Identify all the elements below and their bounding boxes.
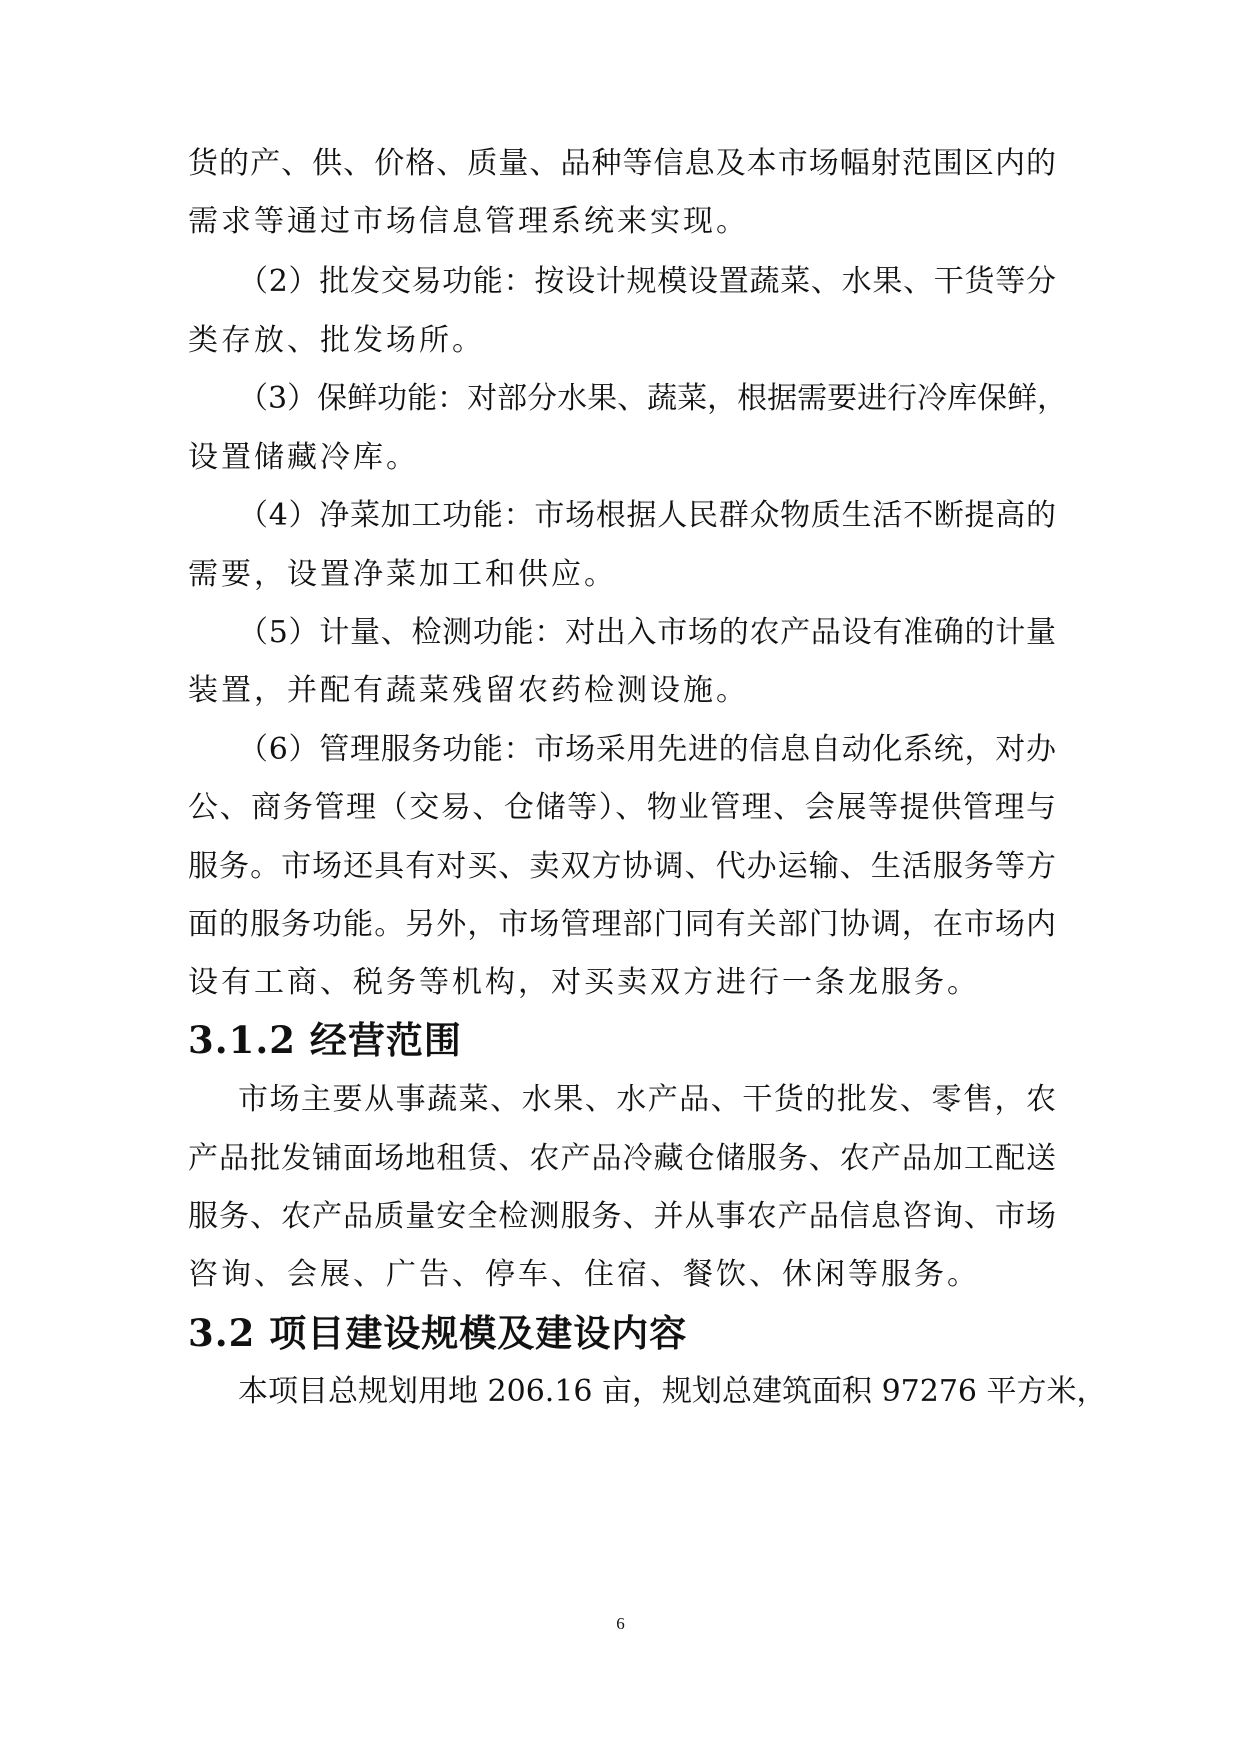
list-item-4-line: （4）净菜加工功能：市场根据人民群众物质生活不断提高的 xyxy=(238,498,1056,533)
body-text-line: 产品批发铺面场地租赁、农产品冷藏仓储服务、农产品加工配送 xyxy=(188,1141,1056,1176)
body-text-line: 类存放、批发场所。 xyxy=(188,323,485,358)
section-heading-3-2: 3.2 项目建设规模及建设内容 xyxy=(188,1311,688,1355)
list-item-5-line: （5）计量、检测功能：对出入市场的农产品设有准确的计量 xyxy=(238,615,1056,650)
body-text-line: 咨询、会展、广告、停车、住宿、餐饮、休闲等服务。 xyxy=(188,1257,980,1292)
page-number: 6 xyxy=(616,1614,625,1633)
body-text-line: 需求等通过市场信息管理系统来实现。 xyxy=(188,204,749,239)
body-text-line: 设有工商、税务等机构，对买卖双方进行一条龙服务。 xyxy=(188,965,980,1000)
body-text-line: 公、商务管理（交易、仓储等）、物业管理、会展等提供管理与 xyxy=(188,790,1056,825)
body-text-line: 设置储藏冷库。 xyxy=(188,440,419,475)
list-item-6-line: （6）管理服务功能：市场采用先进的信息自动化系统，对办 xyxy=(238,732,1056,767)
body-text-line: 服务。市场还具有对买、卖双方协调、代办运输、生活服务等方 xyxy=(188,849,1056,884)
body-text-line: 装置，并配有蔬菜残留农药检测设施。 xyxy=(188,673,749,708)
body-text-line: 面的服务功能。另外，市场管理部门同有关部门协调，在市场内 xyxy=(188,907,1056,942)
body-text-line: 货的产、供、价格、质量、品种等信息及本市场幅射范围区内的 xyxy=(188,146,1056,181)
body-text-line: 本项目总规划用地 206.16 亩，规划总建筑面积 97276 平方米， xyxy=(238,1374,1107,1409)
body-text-line: 服务、农产品质量安全检测服务、并从事农产品信息咨询、市场 xyxy=(188,1199,1056,1234)
list-item-2-line: （2）批发交易功能：按设计规模设置蔬菜、水果、干货等分 xyxy=(238,264,1056,299)
body-text-line: 市场主要从事蔬菜、水果、水产品、干货的批发、零售，农 xyxy=(238,1082,1056,1117)
section-heading-3-1-2: 3.1.2 经营范围 xyxy=(188,1018,462,1062)
body-text-line: 需要，设置净菜加工和供应。 xyxy=(188,557,617,592)
list-item-3-line: （3）保鲜功能：对部分水果、蔬菜，根据需要进行冷库保鲜， xyxy=(238,381,1068,416)
